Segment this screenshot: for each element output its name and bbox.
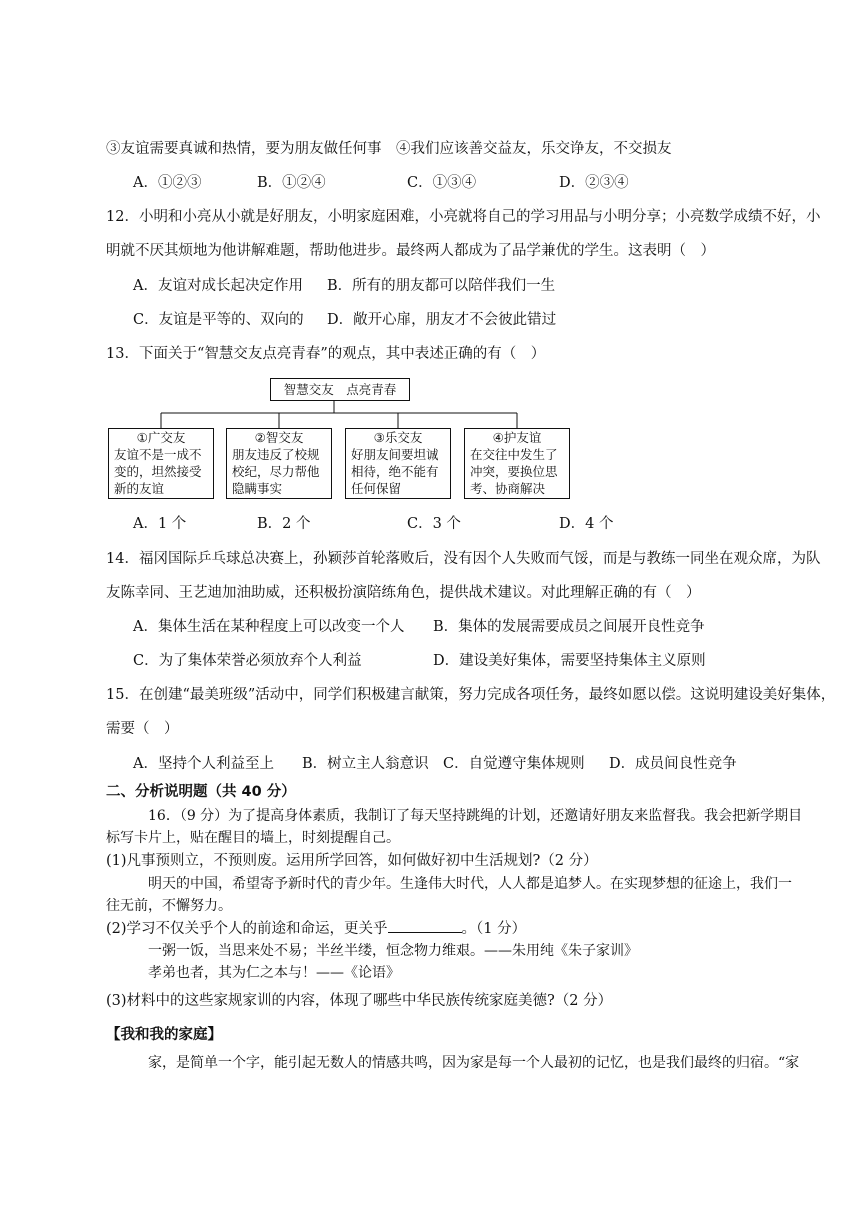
box-4-line: 考、协商解决 <box>470 481 546 496</box>
q11-option-a: A．①②③ <box>133 175 202 191</box>
q14-option-a: A．集体生活在某种程度上可以改变一个人 <box>133 619 405 635</box>
material2-line1: 明天的中国，希望寄予新时代的青少年。生逢伟大时代，人人都是追梦人。在实现梦想的征途上，我们一 <box>148 876 792 892</box>
q12-stem-line1: 12．小明和小亮从小就是好朋友，小明家庭困难，小亮就将自己的学习用品与小明分享；小亮数学成绩不好，小 <box>106 209 821 225</box>
q16-sub1: (1)凡事预则立，不预则废。运用所学回答，如何做好初中生活规划?（2 分） <box>106 853 598 869</box>
answer-blank <box>388 918 462 933</box>
q13-option-c: C．3 个 <box>407 516 461 532</box>
q12-option-c: C．友谊是平等的、双向的 <box>133 312 304 328</box>
q15-option-b: B．树立主人翁意识 <box>302 756 429 772</box>
quote-2: 孝弟也者，其为仁之本与！——《论语》 <box>148 965 400 981</box>
q16-sub3: (3)材料中的这些家规家训的内容，体现了哪些中华民族传统家庭美德?（2 分） <box>106 993 613 1009</box>
diagram-title: 智慧交友 点亮青春 <box>283 382 397 397</box>
box-2-line: 朋友违反了校规 <box>232 447 320 462</box>
family-line1: 家，是简单一个字，能引起无数人的情感共鸣，因为家是每一个人最初的记忆，也是我们最终的归宿。“家 <box>148 1055 800 1071</box>
family-heading: 【我和我的家庭】 <box>106 1027 222 1043</box>
q15-option-c: C．自觉遵守集体规则 <box>443 756 585 772</box>
diagram-box-4 <box>464 428 570 499</box>
box-1-line: 新的友谊 <box>114 481 165 496</box>
q11-option-d: D．②③④ <box>559 175 629 191</box>
box-3-line: 相待，绝不能有 <box>351 464 439 479</box>
q16-line2: 标写卡片上，贴在醒目的墙上，时刻提醒自己。 <box>106 830 400 846</box>
diagram-title-box <box>270 378 410 401</box>
q12-option-a: A．友谊对成长起决定作用 <box>133 278 303 294</box>
q13-stem: 13．下面关于“智慧交友点亮青春”的观点，其中表述正确的有（ ） <box>106 346 546 362</box>
q12-option-d: D．敞开心扉，朋友才不会彼此错过 <box>327 312 557 328</box>
q15-stem-line1: 15．在创建“最美班级”活动中，同学们积极建言献策，努力完成各项任务，最终如愿以偿。这说明建设美好集体， <box>106 687 836 703</box>
q12-stem-line2: 明就不厌其烦地为他讲解难题，帮助他进步。最终两人都成为了品学兼优的学生。这表明（ ） <box>106 243 715 259</box>
q14-stem-line2: 友陈幸同、王艺迪加油助威，还积极扮演陪练角色，提供战术建议。对此理解正确的有（ ） <box>106 585 701 601</box>
q16-sub2-suffix: 。（1 分） <box>461 921 527 937</box>
diagram-box-3 <box>345 428 451 499</box>
box-1-title: ①广交友 <box>136 430 186 445</box>
box-2-title: ②智交友 <box>254 430 304 445</box>
q15-option-a: A．坚持个人利益至上 <box>133 756 274 772</box>
q14-option-d: D．建设美好集体，需要坚持集体主义原则 <box>433 653 706 669</box>
box-4-title: ④护友谊 <box>492 430 542 445</box>
q13-option-a: A．1 个 <box>133 516 187 532</box>
q15-stem-line2: 需要（ ） <box>106 721 179 737</box>
q13-option-d: D．4 个 <box>559 516 614 532</box>
q13-option-b: B．2 个 <box>257 516 311 532</box>
diagram-box-1 <box>108 428 214 499</box>
box-1-line: 友谊不是一成不 <box>114 447 202 462</box>
box-4-line: 冲突，要换位思 <box>470 464 558 479</box>
box-2-line: 隐瞒事实 <box>232 481 283 496</box>
box-3-line: 任何保留 <box>351 481 402 496</box>
section2-heading: 二、分析说明题（共 40 分） <box>106 784 296 800</box>
material2-line2: 往无前，不懈努力。 <box>106 898 232 914</box>
q16-line1: 16．（9 分）为了提高身体素质，我制订了每天坚持跳绳的计划，还邀请好朋友来监督我。我会把新学期目 <box>148 808 803 824</box>
q15-option-d: D．成员间良性竞争 <box>609 756 737 772</box>
box-3-title: ③乐交友 <box>373 430 423 445</box>
q11-option-b: B．①②④ <box>257 175 326 191</box>
q11-option-c: C．①③④ <box>407 175 477 191</box>
box-1-line: 变的，坦然接受 <box>114 464 202 479</box>
q11-statements: ③友谊需要真诚和热情，要为朋友做任何事 ④我们应该善交益友，乐交诤友，不交损友 <box>106 141 672 157</box>
diagram-box-2 <box>226 428 332 499</box>
q16-sub2 <box>106 918 526 939</box>
q14-stem-line1: 14．福冈国际乒乓球总决赛上，孙颖莎首轮落败后，没有因个人失败而气馁，而是与教练一同坐在观众席，为队 <box>106 551 821 567</box>
q14-option-b: B．集体的发展需要成员之间展开良性竞争 <box>433 619 705 635</box>
box-2-line: 校纪，尽力帮他 <box>232 464 320 479</box>
quote-1: 一粥一饭，当思来处不易；半丝半缕，恒念物力维艰。——朱用纯《朱子家训》 <box>148 943 638 959</box>
q14-option-c: C．为了集体荣誉必须放弃个人利益 <box>133 653 362 669</box>
box-3-line: 好朋友间要坦诚 <box>351 447 439 462</box>
q16-sub2-prefix: (2)学习不仅关乎个人的前途和命运，更关乎 <box>106 921 388 937</box>
q12-option-b: B．所有的朋友都可以陪伴我们一生 <box>327 278 556 294</box>
box-4-line: 在交往中发生了 <box>470 447 558 462</box>
